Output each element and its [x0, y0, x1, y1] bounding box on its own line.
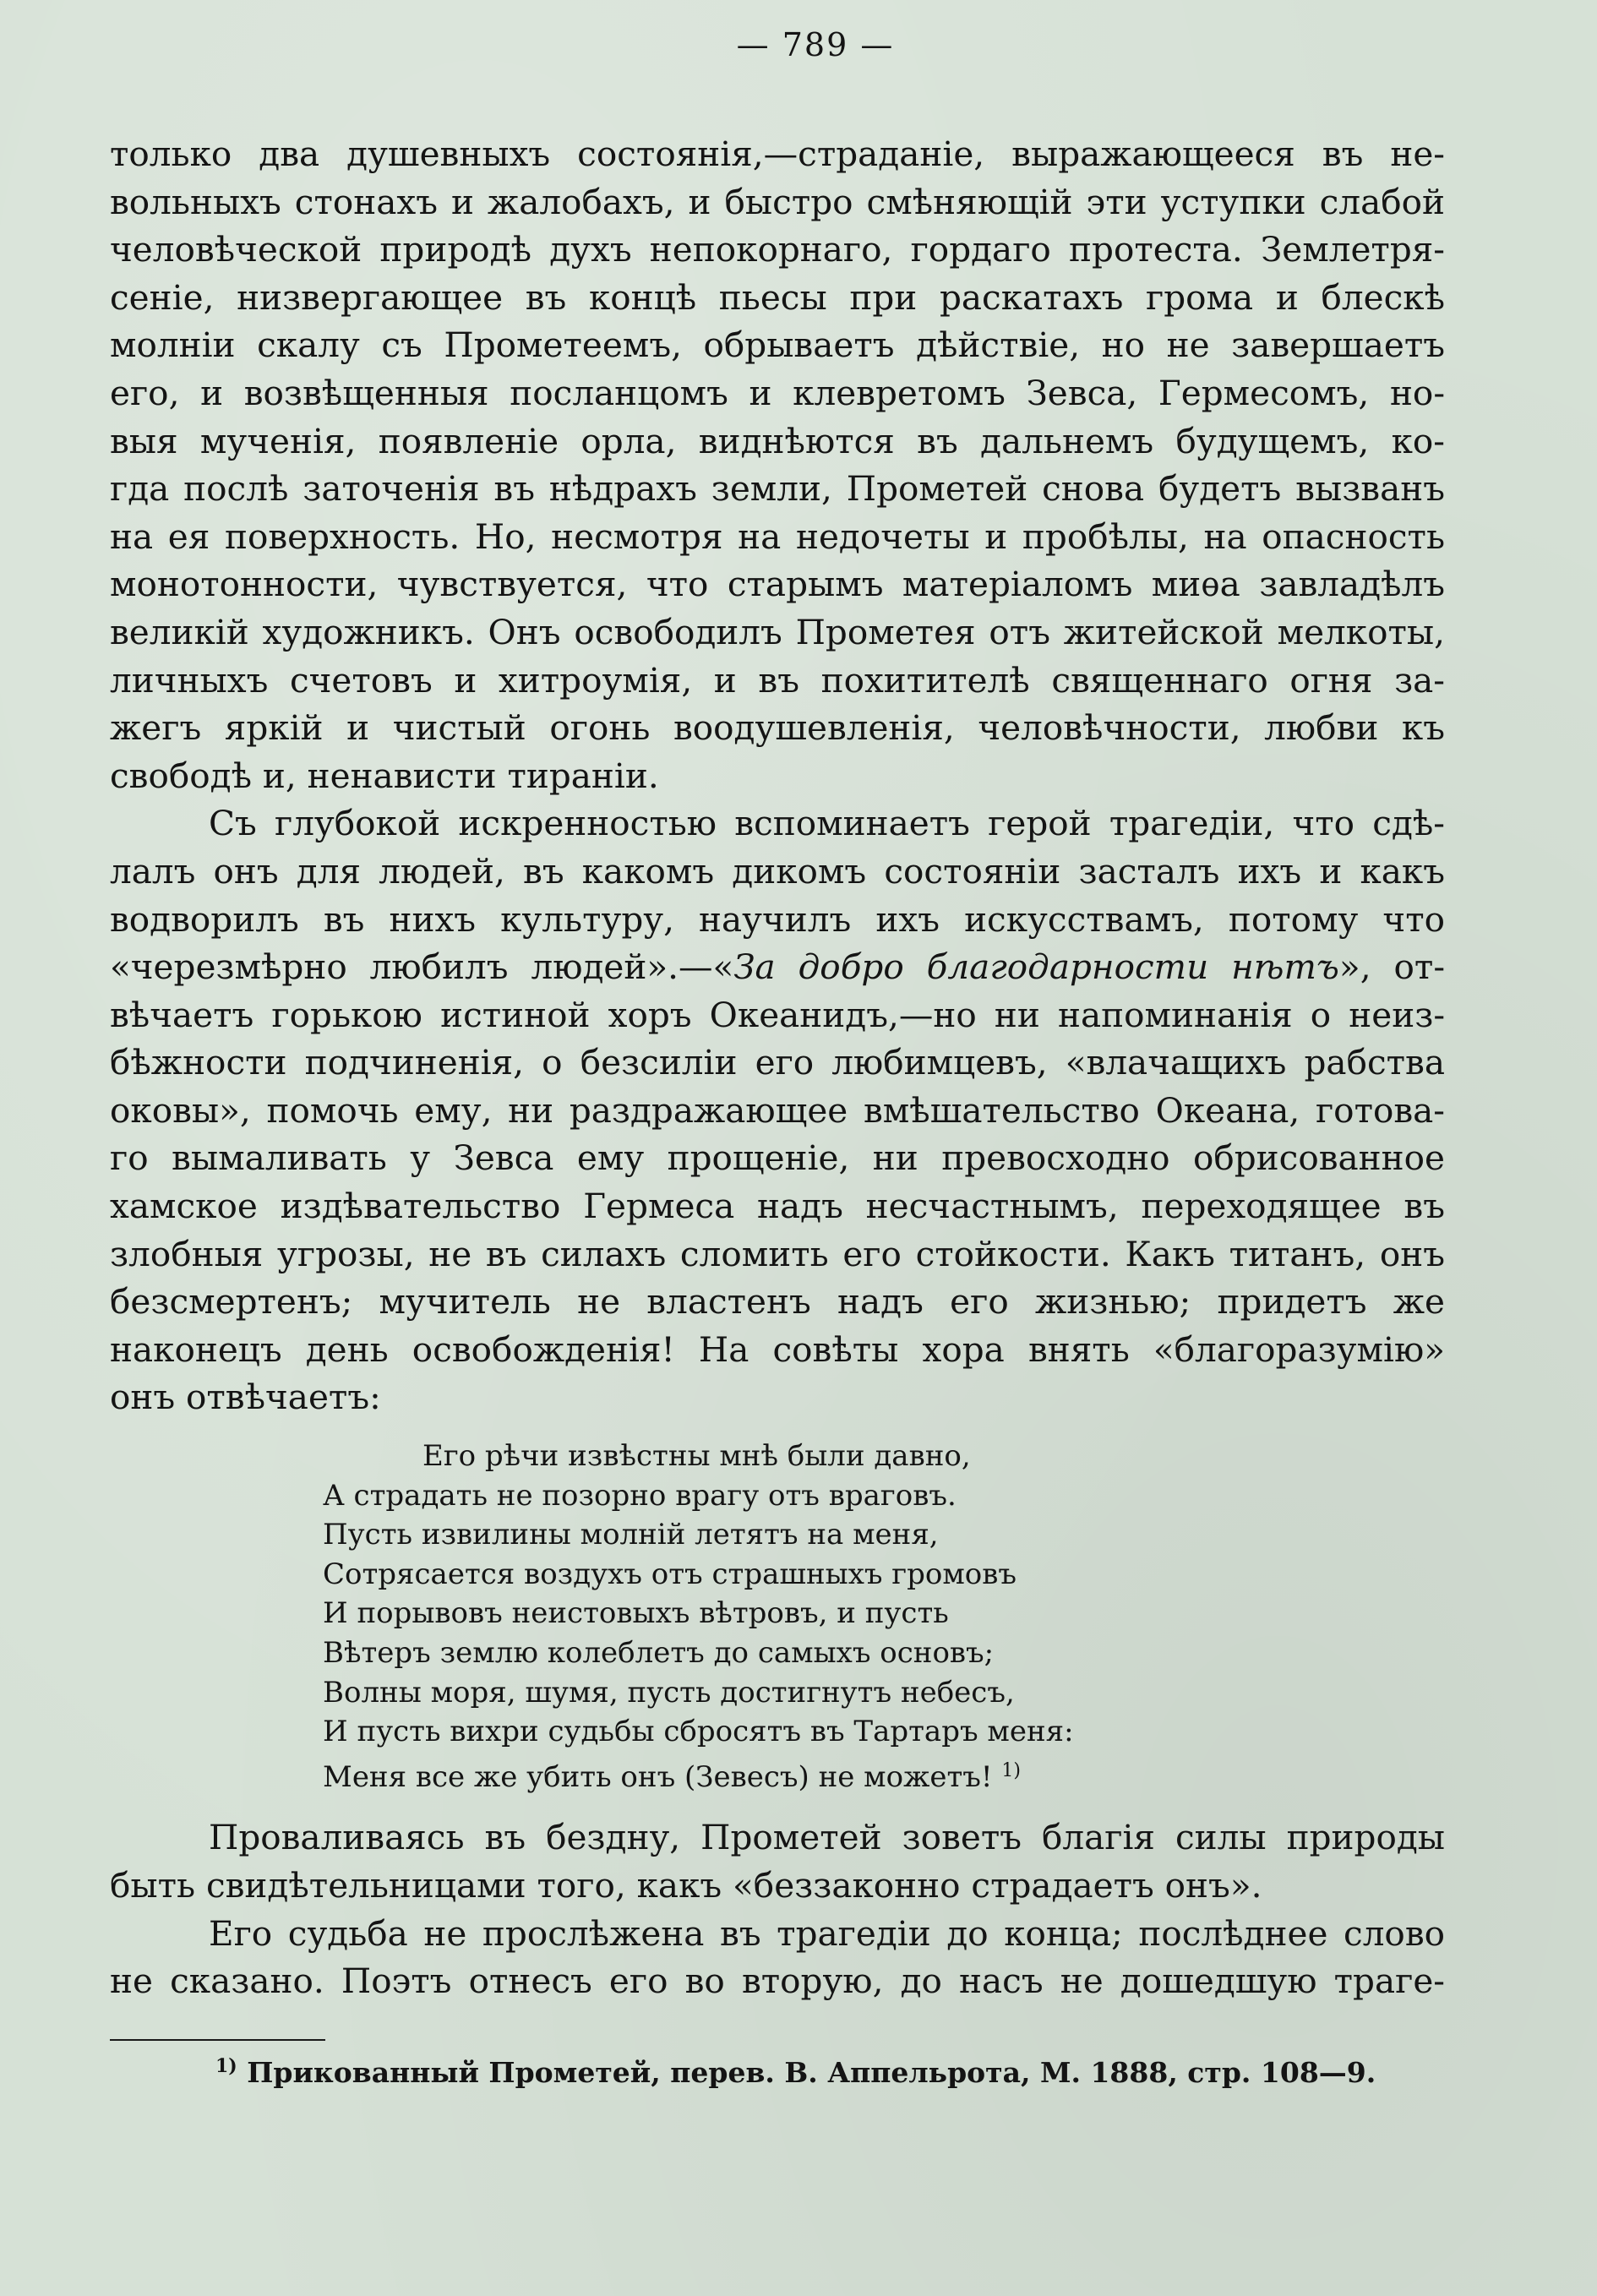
verse-line: Пусть извилины молній летятъ на меня, [323, 1518, 939, 1552]
page-number: — 789 — [736, 26, 895, 63]
text-line: личныхъ счетовъ и хитроумія, и въ похитителѣ священнаго огня за- [110, 659, 1445, 701]
text-line: злобныя угрозы, не въ силахъ сломить его стойкости. Какъ титанъ, онъ [110, 1233, 1445, 1274]
text-line: гда послѣ заточенія въ нѣдрахъ земли, Прометей снова будетъ вызванъ [110, 468, 1445, 510]
verse-line: Волны моря, шумя, пусть достигнутъ небесъ, [323, 1675, 1015, 1710]
verse-line: И пусть вихри судьбы сбросятъ въ Тартаръ меня: [323, 1715, 1074, 1749]
footnote [215, 2046, 1445, 2093]
text-line: выя мученія, появленіе орла, виднѣются въ дальнемъ будущемъ, ко- [110, 420, 1445, 461]
text-line: молніи скалу съ Прометеемъ, обрываетъ дѣйствіе, но не завершаетъ [110, 324, 1445, 366]
text-line: хамское издѣвательство Гермеса надъ несчастнымъ, переходящее въ [110, 1186, 1445, 1227]
text-line: жегъ яркій и чистый огонь воодушевленія, человѣчности, любви къ [110, 707, 1445, 749]
text-line: онъ отвѣчаетъ: [110, 1377, 381, 1418]
text-line: вѣчаетъ горькою истиной хоръ Океанидъ,—но ни напоминанія о неиз- [110, 994, 1445, 1035]
text-line: го вымаливать у Зевса ему прощеніе, ни превосходно обрисованное [110, 1137, 1445, 1179]
quote-end: », от- [1338, 946, 1445, 988]
verse-quotation [323, 1437, 1445, 1797]
footnote-mark: 1) [215, 2054, 237, 2077]
italic-quote: За добро благодарности нѣтъ [733, 946, 1339, 988]
footnote-text: Прикованный Прометей, перев. В. Аппельрота, М. 1888, стр. 108—9. [237, 2055, 1376, 2089]
text-line-with-quote [110, 943, 1445, 991]
paragraph-1 [110, 130, 1445, 799]
paragraph-3 [110, 1813, 1445, 1909]
footnote-reference: 1) [1001, 1759, 1021, 1781]
text-line: оковы», помочь ему, ни раздражающее вмѣшательство Океана, готова- [110, 1089, 1445, 1131]
text-line: человѣческой природѣ духъ непокорнаго, гордаго протеста. Землетря- [110, 229, 1445, 270]
text-line: быть свидѣтельницами того, какъ «беззаконно страдаетъ онъ». [110, 1864, 1262, 1906]
text-line: лалъ онъ для людей, въ какомъ дикомъ состояніи засталъ ихъ и какъ [110, 850, 1445, 892]
text-line: безсмертенъ; мучитель не властенъ надъ его жизнью; придетъ же [110, 1281, 1445, 1323]
text-line: его, и возвѣщенныя посланцомъ и клевретомъ Зевса, Гермесомъ, но- [110, 372, 1445, 413]
verse-line: А страдать не позорно врагу отъ враговъ. [323, 1478, 957, 1513]
footnote-divider [110, 2039, 325, 2041]
text-line: свободѣ и, ненависти тираніи. [110, 755, 659, 796]
text-line: на ея поверхность. Но, несмотря на недочеты и пробѣлы, на опасность [110, 515, 1445, 557]
text-line: монотонности, чувствуется, что старымъ матеріаломъ миѳа завладѣлъ [110, 564, 1445, 605]
text-line: вольныхъ стонахъ и жалобахъ, и быстро смѣняющій эти уступки слабой [110, 181, 1445, 222]
text-line: великій художникъ. Онъ освободилъ Прометея отъ житейской мелкоты, [110, 611, 1445, 652]
text-line: сеніе, низвергающее въ концѣ пьесы при раскатахъ грома и блескѣ [110, 276, 1445, 318]
verse-line-text: Меня все же убить онъ (Зевесъ) не можетъ! [323, 1759, 993, 1794]
verse-line: Его рѣчи извѣстны мнѣ были давно, [422, 1439, 971, 1474]
text-line: не сказано. Поэтъ отнесъ его во вторую, до насъ не дошедшую траге- [110, 1961, 1445, 2002]
verse-line: Вѣтеръ землю колеблетъ до самыхъ основъ; [323, 1636, 995, 1670]
verse-line: Сотрясается воздухъ отъ страшныхъ громовъ [323, 1557, 1017, 1591]
text-line: бѣжности подчиненія, о безсиліи его любимцевъ, «влачащихъ рабства [110, 1042, 1445, 1083]
verse-line-last [323, 1752, 1445, 1797]
text-line: только два душевныхъ состоянія,—страданіе, выражающееся въ не- [110, 134, 1445, 174]
book-page [110, 24, 1445, 2093]
text-line: Проваливаясь въ бездну, Прометей зоветъ благія силы природы [209, 1817, 1445, 1858]
verse-line: И порывовъ неистовыхъ вѣтровъ, и пусть [323, 1596, 949, 1631]
text-line: Съ глубокой искренностью вспоминаетъ герой трагедіи, что сдѣ- [209, 803, 1445, 844]
quote-start: «черезмѣрно любилъ людей».—« [110, 946, 734, 988]
paragraph-4 [110, 1910, 1445, 2005]
text-line: Его судьба не прослѣжена въ трагедіи до конца; послѣднее слово [209, 1912, 1445, 1954]
paragraph-2 [110, 799, 1445, 1421]
text-line: наконецъ день освобожденія! На совѣты хора внять «благоразумію» [110, 1328, 1445, 1370]
text-line: водворилъ въ нихъ культуру, научилъ ихъ искусствамъ, потому что [110, 898, 1445, 940]
